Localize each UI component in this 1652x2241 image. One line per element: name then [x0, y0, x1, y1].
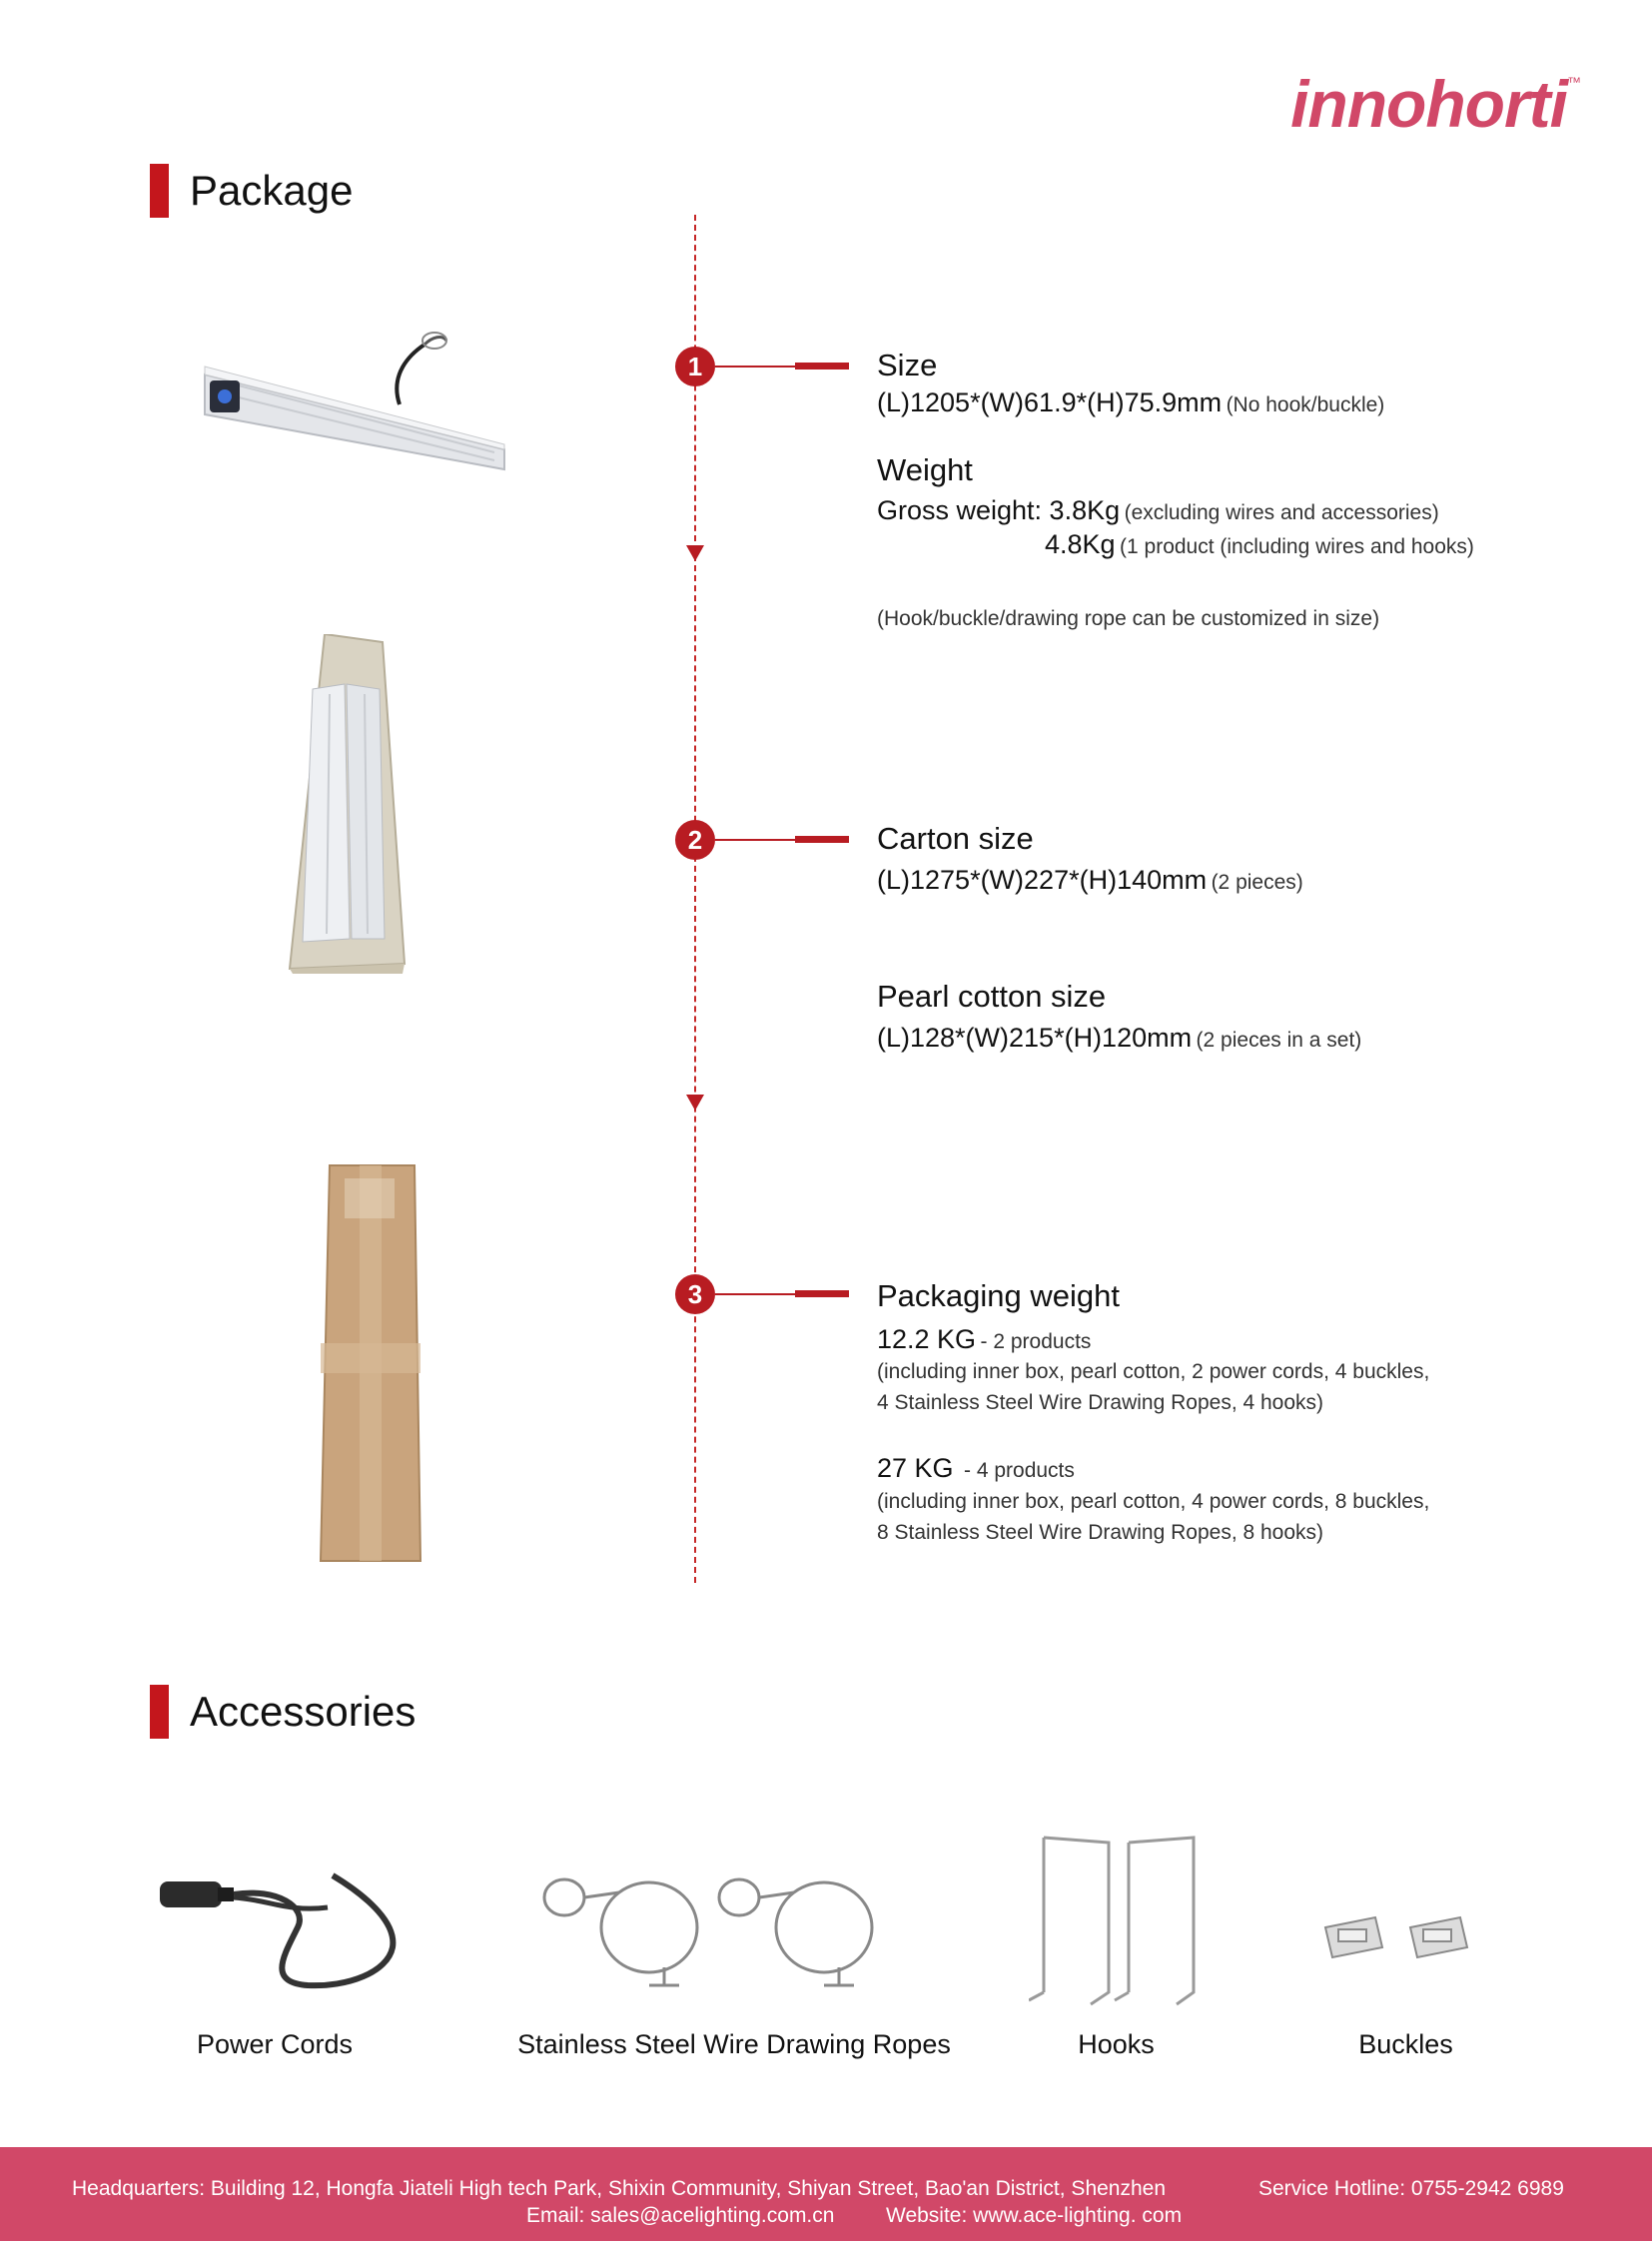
size-value: (L)1205*(W)61.9*(H)75.9mm: [877, 387, 1223, 417]
footer-hotline: Service Hotline: 0755-2942 6989: [1258, 2177, 1564, 2200]
timeline-arrow: [686, 1095, 704, 1111]
carton-size-row: [877, 865, 1303, 896]
packaging-weight-note-1: - 2 products: [980, 1330, 1092, 1353]
section-title-accessories: Accessories: [190, 1688, 416, 1735]
packaging-weight-note-2: - 4 products: [964, 1459, 1075, 1482]
step-connector: [715, 366, 795, 368]
timeline-arrow: [686, 545, 704, 561]
section-title-package: Package: [190, 167, 354, 214]
footer-email[interactable]: Email: sales@acelighting.com.cn: [526, 2204, 835, 2227]
packaging-weight-row-2: [877, 1453, 1075, 1484]
size-row: [877, 387, 1384, 418]
gross-weight-note-2: (1 product (including wires and hooks): [1120, 535, 1474, 558]
drawing-rope-image: [539, 1868, 884, 1992]
step-number-2: 2: [675, 820, 715, 860]
packaging-weight-detail-2b: 8 Stainless Steel Wire Drawing Ropes, 8 hooks): [877, 1521, 1324, 1544]
carton-size-note: (2 pieces): [1211, 871, 1303, 894]
step-bar: [795, 1290, 849, 1297]
pearl-cotton-value: (L)128*(W)215*(H)120mm: [877, 1023, 1193, 1053]
custom-note: (Hook/buckle/drawing rope can be customized in size): [877, 607, 1380, 630]
accessory-label-drawing-ropes: Stainless Steel Wire Drawing Ropes: [517, 2029, 951, 2059]
carton-open-image: [285, 634, 429, 974]
carton-size-value: (L)1275*(W)227*(H)140mm: [877, 865, 1208, 895]
step-bar: [795, 363, 849, 370]
hooks-image: [1029, 1833, 1204, 2007]
carton-closed-image: [315, 1163, 424, 1563]
power-cord-image: [158, 1868, 403, 1992]
accessory-label-hooks: Hooks: [1078, 2029, 1155, 2059]
packaging-weight-detail-1a: (including inner box, pearl cotton, 2 power cords, 4 buckles,: [877, 1360, 1430, 1383]
packaging-weight-value-1: 12.2 KG: [877, 1324, 977, 1354]
accessory-label-power-cords: Power Cords: [196, 2029, 354, 2059]
step-number-3: 3: [675, 1274, 715, 1314]
gross-weight-value: Gross weight: 3.8Kg: [877, 495, 1121, 525]
footer-website[interactable]: Website: www.ace-lighting. com: [886, 2204, 1183, 2227]
packaging-weight-detail-2a: (including inner box, pearl cotton, 4 power cords, 8 buckles,: [877, 1490, 1430, 1513]
step-bar: [795, 836, 849, 843]
step-number-1: 1: [675, 347, 715, 386]
accessory-label-buckles: Buckles: [1358, 2029, 1453, 2059]
gross-weight-row-2: [1045, 529, 1474, 560]
pearl-cotton-row: [877, 1023, 1361, 1054]
footer: [0, 2147, 1652, 2241]
gross-weight-value-2: 4.8Kg: [1045, 529, 1116, 559]
size-note: (No hook/buckle): [1226, 393, 1385, 416]
gross-weight-note: (excluding wires and accessories): [1124, 501, 1439, 524]
footer-headquarters: Headquarters: Building 12, Hongfa Jiateli High tech Park, Shixin Community, Shiyan Street, Bao'an District, Shenzhen: [72, 2177, 1167, 2200]
packaging-weight-row-1: [877, 1324, 1091, 1355]
packaging-weight-value-2: 27 KG: [877, 1453, 954, 1483]
timeline-line: [694, 215, 696, 1583]
carton-size-title: Carton size: [877, 821, 1034, 856]
size-title: Size: [877, 348, 938, 382]
brand-logo: innohorti™: [1290, 67, 1580, 141]
pearl-cotton-title: Pearl cotton size: [877, 979, 1107, 1014]
pearl-cotton-note: (2 pieces in a set): [1196, 1029, 1362, 1052]
buckles-image: [1320, 1907, 1475, 1977]
product-light-image: [185, 305, 524, 474]
packaging-weight-detail-1b: 4 Stainless Steel Wire Drawing Ropes, 4 hooks): [877, 1391, 1324, 1414]
step-connector: [715, 1293, 795, 1295]
packaging-weight-title: Packaging weight: [877, 1278, 1120, 1313]
gross-weight-row: [877, 495, 1439, 526]
step-connector: [715, 839, 795, 841]
weight-title: Weight: [877, 452, 973, 487]
